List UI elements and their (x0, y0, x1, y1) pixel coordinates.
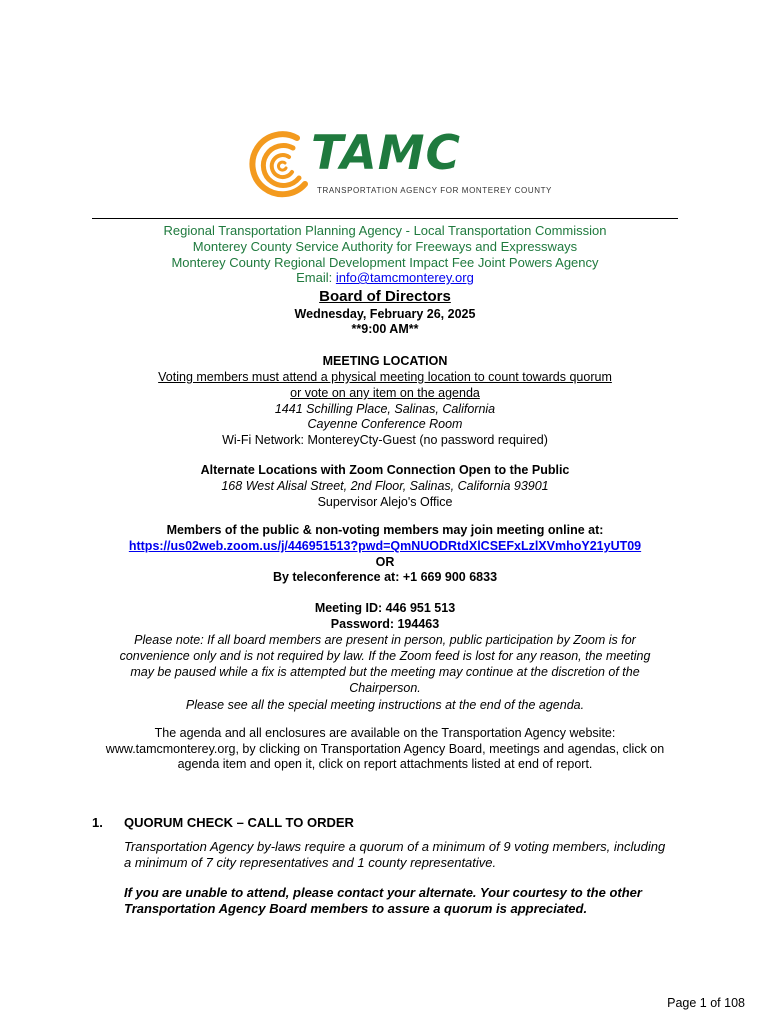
quorum-text-line-1: Transportation Agency by-laws require a quorum of a minimum of 9 voting members, including (124, 839, 666, 854)
meeting-id: Meeting ID: 446 951 513 (314, 601, 456, 615)
header-line-2: Monterey County Service Authority for Freeways and Expressways (192, 239, 578, 254)
header-line-3: Monterey County Regional Development Impact Fee Joint Powers Agency (171, 255, 599, 270)
alternate-note-line-1: If you are unable to attend, please contact your alternate. Your courtesy to the other (124, 885, 642, 900)
wifi-info: Wi-Fi Network: MontereyCty-Guest (no password required) (222, 433, 548, 447)
agenda-info-line-1: The agenda and all enclosures are available on the Transportation Agency website: (154, 726, 616, 740)
teleconference-phone: By teleconference at: +1 669 900 6833 (272, 570, 498, 584)
header-email-line (0, 270, 770, 286)
or-text: OR (375, 555, 395, 569)
alternate-heading: Alternate Locations with Zoom Connection Open to the Public (200, 463, 570, 477)
note-line-2: convenience only and is not required by law. If the Zoom feed is lost for any reason, the meeting (119, 649, 651, 663)
zoom-link[interactable]: https://us02web.zoom.us/j/446951513?pwd=QmNUODRtdXlCSEFxLzlXVmhoY21yUT09 (128, 539, 642, 553)
voting-note-line-2: or vote on any item on the agenda (290, 386, 480, 400)
section-number: 1. (92, 815, 103, 830)
page-number: Page 1 of 108 (667, 996, 745, 1010)
location-address: 1441 Schilling Place, Salinas, California (274, 402, 496, 416)
alternate-note-line-2: Transportation Agency Board members to assure a quorum is appreciated. (124, 901, 588, 916)
meeting-location-heading: MEETING LOCATION (322, 354, 448, 368)
board-title: Board of Directors (319, 288, 451, 305)
alternate-office: Supervisor Alejo's Office (317, 495, 453, 509)
alternate-address: 168 West Alisal Street, 2nd Floor, Salinas, California 93901 (221, 479, 549, 493)
email-label: Email: (296, 270, 336, 285)
meeting-password: Password: 194463 (330, 617, 440, 631)
voting-note-line-1: Voting members must attend a physical meeting location to count towards quorum (158, 370, 612, 384)
header-divider (92, 218, 678, 219)
meeting-time: **9:00 AM** (351, 322, 419, 336)
tamc-logo (245, 126, 552, 202)
tamc-swirl-icon (245, 126, 315, 202)
meeting-date: Wednesday, February 26, 2025 (294, 307, 476, 321)
note-line-4: Chairperson. (349, 681, 421, 695)
note-line-1: Please note: If all board members are present in person, public participation by Zoom is for (134, 633, 636, 647)
agenda-info-line-2: www.tamcmonterey.org, by clicking on Transportation Agency Board, meetings and agendas, click on (105, 742, 665, 756)
section-title: QUORUM CHECK – CALL TO ORDER (124, 815, 354, 830)
email-link[interactable]: info@tamcmonterey.org (335, 270, 474, 285)
header-line-1: Regional Transportation Planning Agency - Local Transportation Commission (163, 223, 607, 238)
tamc-wordmark: TAMC (311, 126, 462, 181)
note-line-5: Please see all the special meeting instructions at the end of the agenda. (185, 698, 585, 712)
logo-tagline: TRANSPORTATION AGENCY FOR MONTEREY COUNTY (317, 186, 552, 195)
note-line-3: may be paused while a fix is attempted but the meeting may continue at the discretion of the (130, 665, 640, 679)
online-intro: Members of the public & non-voting members may join meeting online at: (166, 523, 604, 537)
agenda-info-line-3: agenda item and open it, click on report attachments listed at end of report. (177, 757, 593, 771)
location-room: Cayenne Conference Room (307, 417, 463, 431)
quorum-text-line-2: a minimum of 7 city representatives and 1 county representative. (124, 855, 497, 870)
